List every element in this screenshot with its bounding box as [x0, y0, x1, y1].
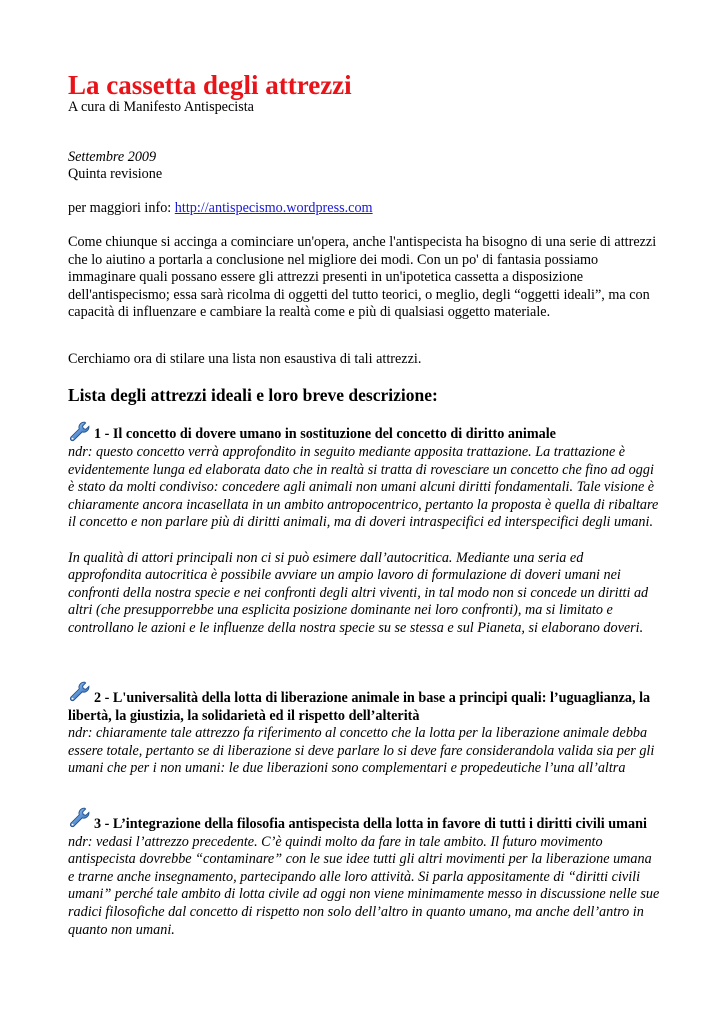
document-date: Settembre 2009: [68, 149, 157, 165]
tool-item-title: 2 - L'universalità della lotta di liberazione animale in base a principi quali: l’uguaglianza, la libertà, la giustizia, la solidarietà ed il rispetto dell’alterità: [68, 690, 651, 724]
tool-item-2: [68, 680, 660, 778]
wrench-icon: [68, 680, 92, 704]
tool-item-note: ndr: chiaramente tale attrezzo fa riferimento al concetto che la lotta per la liberazione animale debba essere totale, pertanto se di liberazione si deve parlare lo si deve fare considerandola valida sia per gli umani che per i non umani: le due liberazioni sono complementari e propedeutiche l’una all’altra: [68, 725, 655, 777]
wrench-icon: [68, 420, 92, 444]
tool-item-note: ndr: questo concetto verrà approfondito in seguito mediante apposita trattazione. La trattazione è evidentemente lunga ed elaborata dato che in realtà si tratta di rovesciare un concetto che fino ad oggi è stato da molti condiviso: concedere agli animali non umani alcuni diritti fondamentali. Tale visione è chiaramente ancora incasellata in un ambito antropocentrico, pertanto la proposta è quella di ribaltare il concetto e non parlare più di diritti animali, ma di doveri intraspecifici ed interspecifici degli umani.: [68, 444, 659, 531]
wrench-icon: [68, 806, 92, 830]
tool-item-note: ndr: vedasi l’attrezzo precedente. C’è quindi molto da fare in tale ambito. Il futuro movimento antispecista dovrebbe “contaminare” con le sue idee tutti gli altri movimenti per la liberazione umana e trarne anche insegnamento, partecipando alle loro attività. Si parla appositamente di “diritti civili umani” perché tale ambito di lotta civile ad oggi non viene minimamente messo in discussione nelle sue radici filosofiche dal concetto di rispetto non solo dell’altro in quanto umano, ma anche dell’antro in quanto non umani.: [68, 833, 660, 938]
info-line: [68, 200, 373, 218]
document-subtitle: A cura di Manifesto Antispecista: [68, 99, 254, 115]
tool-item-3: [68, 806, 660, 939]
tool-item-title: 3 - L’integrazione della filosofia antispecista della lotta in favore di tutti i diritti civili umani: [94, 816, 647, 832]
info-link[interactable]: http://antispecismo.wordpress.com: [174, 200, 373, 216]
document-title: La cassetta degli attrezzi: [68, 70, 352, 100]
search-line: Cerchiamo ora di stilare una lista non esaustiva di tali attrezzi.: [68, 351, 422, 367]
tool-item-title: 1 - Il concetto di dovere umano in sostituzione del concetto di diritto animale: [94, 426, 556, 443]
info-label: per maggiori info:: [68, 200, 175, 216]
list-heading: Lista degli attrezzi ideali e loro breve descrizione:: [68, 385, 438, 405]
intro-paragraph: Come chiunque si accinga a cominciare un'opera, anche l'antispecista ha bisogno di una serie di attrezzi che lo aiutino a portarla a conclusione nel migliore dei modi. Con un po' di fantasia possiamo immaginare quali possano essere gli attrezzi presenti in un'ipotetica cassetta a disposizione dell'antispecismo; essa sarà ricolma di oggetti del tutto teorici, o meglio, degli “oggetti ideali”, ma con capacità di influenzare e cambiare la realtà come e più di qualsiasi oggetto materiale.: [68, 234, 657, 321]
document-revision: Quinta revisione: [68, 166, 163, 182]
tool-item-note-continued: In qualità di attori principali non ci si può esimere dall’autocritica. Mediante una seria ed approfondita autocritica è possibile avviare un ampio lavoro di formulazione di doveri umani nei confronti della nostra specie e nei confronti degli altri viventi, in tal modo non si concede un diritti ad altri (che presupporrebbe una esplicita posizione dominante nei loro confronti), ma si limitato e controllano le azioni e le influenze della nostra specie su se stessa e sul Pianeta, si elaborano doveri.: [68, 549, 649, 636]
tool-item-1: [68, 420, 660, 638]
tool-item-heading: [68, 420, 660, 444]
tool-item-heading: [68, 806, 660, 834]
tool-item-heading: [68, 680, 660, 725]
